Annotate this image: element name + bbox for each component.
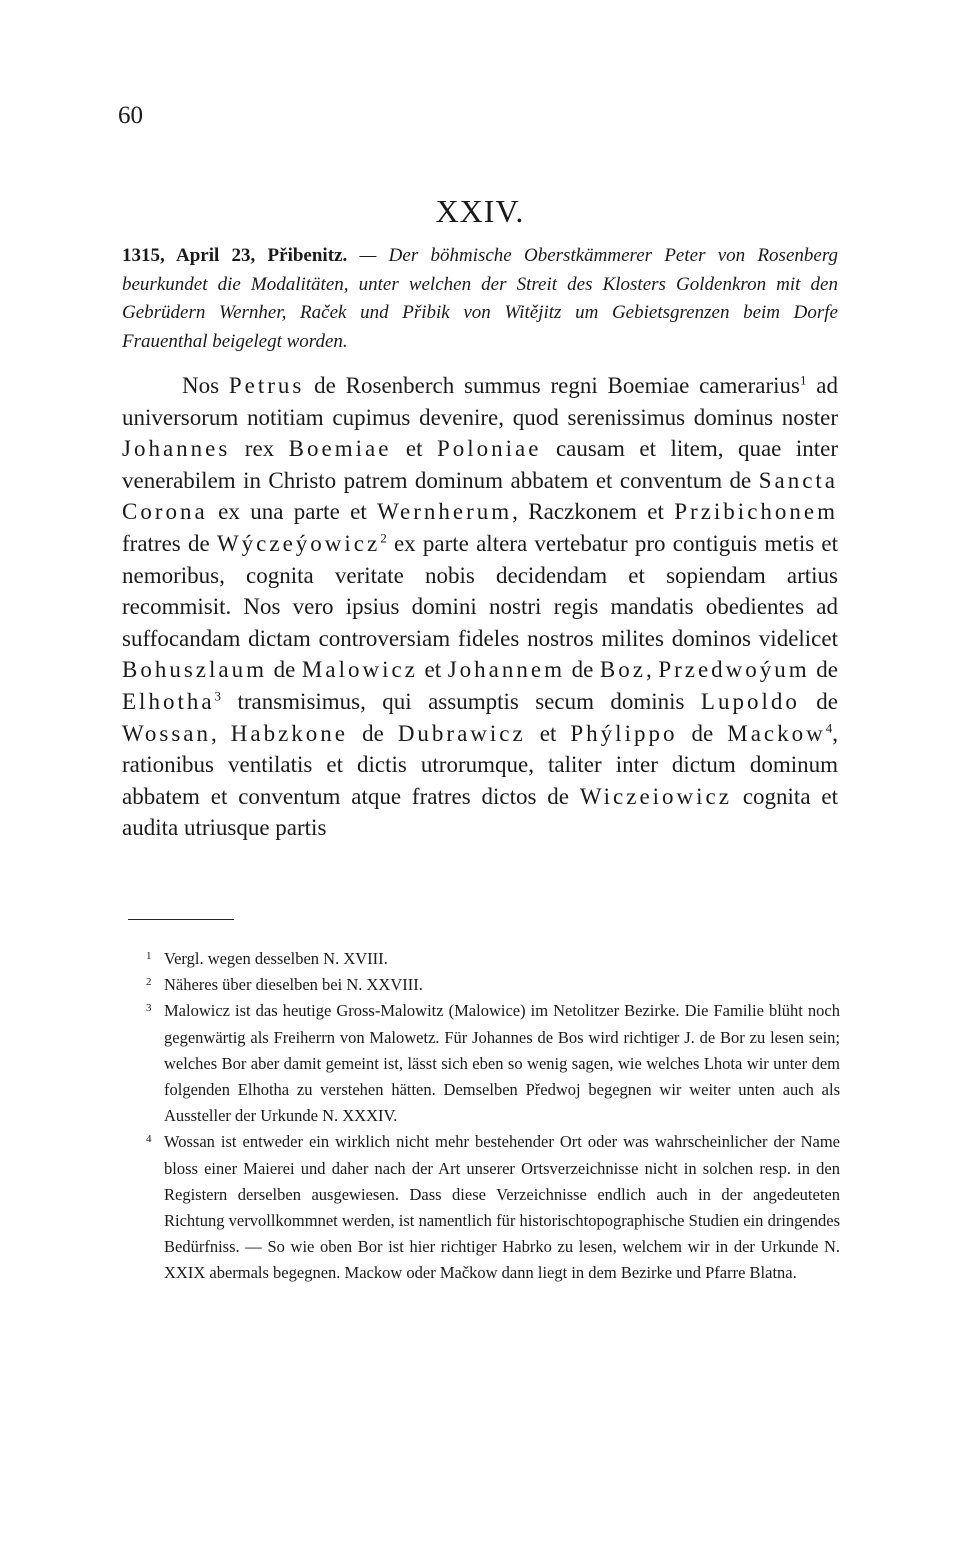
text-run: et [391,436,437,462]
footnote-mark: 2 [146,976,152,989]
spaced-name: Elhotha [122,688,215,714]
regest-date-place: 1315, April 23, Přibenitz. [122,245,348,266]
text-run: de [809,657,838,683]
text-run: et [417,657,448,683]
regest [122,242,838,356]
footnote-text: Näheres über dieselben bei N. XXVIII. [164,975,423,995]
text-run: , rationibus ventilatis et dictis utrorumque, taliter inter dictum dominum abbatem et conventum atque fratres dictos de [122,720,838,809]
spaced-name: Petrus [228,373,305,398]
spaced-name: Przibichonem [674,499,838,525]
footnote-mark: 3 [146,1002,152,1015]
spaced-name: Malowicz [301,657,418,683]
footnote-item [146,972,840,998]
spaced-name: Bohuszlaum [122,657,267,683]
footnote-text: Vergl. wegen desselben N. XVIII. [164,949,388,968]
text-run: de Rosenberch summus regni Boemiae camerarius [304,373,800,398]
spaced-name: Lupoldo [700,688,800,714]
spaced-name: Johannes [122,436,231,462]
text-run: de [677,720,728,746]
spaced-name: Wossan [122,720,211,746]
spaced-name: Johannem [447,657,565,683]
spaced-name: Boemiae [288,436,392,462]
spaced-name: Mackow [727,720,826,746]
footnote-ref: 3 [214,688,222,704]
spaced-name: Sancta Corona [122,467,838,525]
footnote-mark: 4 [146,1133,152,1146]
text-run: de [267,657,302,683]
footnote-text: Wossan ist entweder ein wirklich nicht mehr bestehender Ort oder was wahrscheinlicher der Name bloss einer Maierei und daher nach der Art unserer Ortsverzeichnisse nicht in solchen resp. in den Registern derselben ausgewiesen. Dass diese Verzeichnisse endlich auch in der angedeuteten Richtung vervollkommnet werden, ist namentlich für historischtopographische Studien ein dringendes Bedürfniss. — So wie oben Bor ist hier richtiger Habrko zu lesen, welchem wir in der Urkunde N. XXIX abermals begegnen. Mackow oder Mačkow dann liegt in dem Bezirke und Pfarre Blatna. [164,1132,840,1283]
charter-text [122,370,838,844]
text-run: de [799,688,838,714]
text-run: de [564,657,600,683]
text-run: de [348,720,398,746]
footnote-item [146,946,840,972]
spaced-name: Wernherum [377,499,513,525]
text-run: rex [230,436,289,462]
spaced-name: Phýlippo [570,720,678,746]
text-run: et [525,720,571,746]
footnote-divider [128,919,234,920]
spaced-name: Poloniae [436,436,542,462]
footnote-ref: 4 [825,719,833,735]
text-run: causam et litem, quae inter venerabilem in Christo patrem dominum abbatem et conventum de [122,436,838,493]
footnote-text: Malowicz ist das heutige Gross-Malowitz (Malowice) im Netolitzer Bezirke. Die Familie blüht noch gegenwärtig als Freiherrn von Malowetz. Für Johannes de Bos wird richtiger J. de Bor zu lesen sein; welches Bor aber damit gemeint ist, lässt sich eben so wenig sagen, wie welches Lhota wir unter dem folgenden Elhotha zu verstehen hätten. Demselben Předwoj begegnen wir weiter unten auch als Aussteller der Urkunde N. XXXIV. [164,1001,840,1126]
footnote-item [146,1129,840,1286]
footnote-mark: 1 [146,950,152,962]
spaced-name: Boz [599,657,646,683]
page-number: 60 [118,102,143,129]
text-run: transmisimus, qui assumptis secum dominis [221,688,701,714]
spaced-name: Wiczeiowicz [579,783,732,809]
text-run: fratres de [122,530,217,556]
text-run: ex parte altera vertebatur pro contiguis metis et nemoribus, cognita veritate nobis decidendam et sopiendam artius recommisit. Nos vero ipsius domini nostri regis mandatis obedientes ad suffocandam dictam controversiam fideles nostros milites dominos videlicet [122,530,838,651]
regest-summary: — Der böhmische Oberstkämmerer Peter von Rosenberg beurkundet die Modalitäten, unter welchen der Streit des Klosters Goldenkron mit den Gebrüdern Wernher, Raček und Přibik von Witějitz um Gebietsgrenzen beim Dorfe Frauenthal beigelegt worden. [122,245,839,352]
text-run: , Raczkonem et [512,499,675,525]
footnote-ref: 1 [799,372,807,388]
text-run: , [210,720,231,746]
footnote-ref: 2 [380,530,387,546]
spaced-name: Dubrawicz [397,720,526,746]
footnotes [146,946,840,1287]
text-run: ad universorum notitiam cupimus devenire, quod serenissimus dominus noster [122,373,838,430]
spaced-name: Przedwoýum [658,657,810,683]
text-run: cognita et audita utriusque partis [122,783,838,841]
spaced-name: Wýczeýowicz [216,530,381,556]
text-run: ex una parte et [207,499,378,525]
text-run: Nos [182,373,229,398]
document-number: XXIV. [435,193,525,229]
spaced-name: Habzkone [230,720,349,746]
footnote-item [146,998,840,1129]
text-run: , [645,657,659,683]
